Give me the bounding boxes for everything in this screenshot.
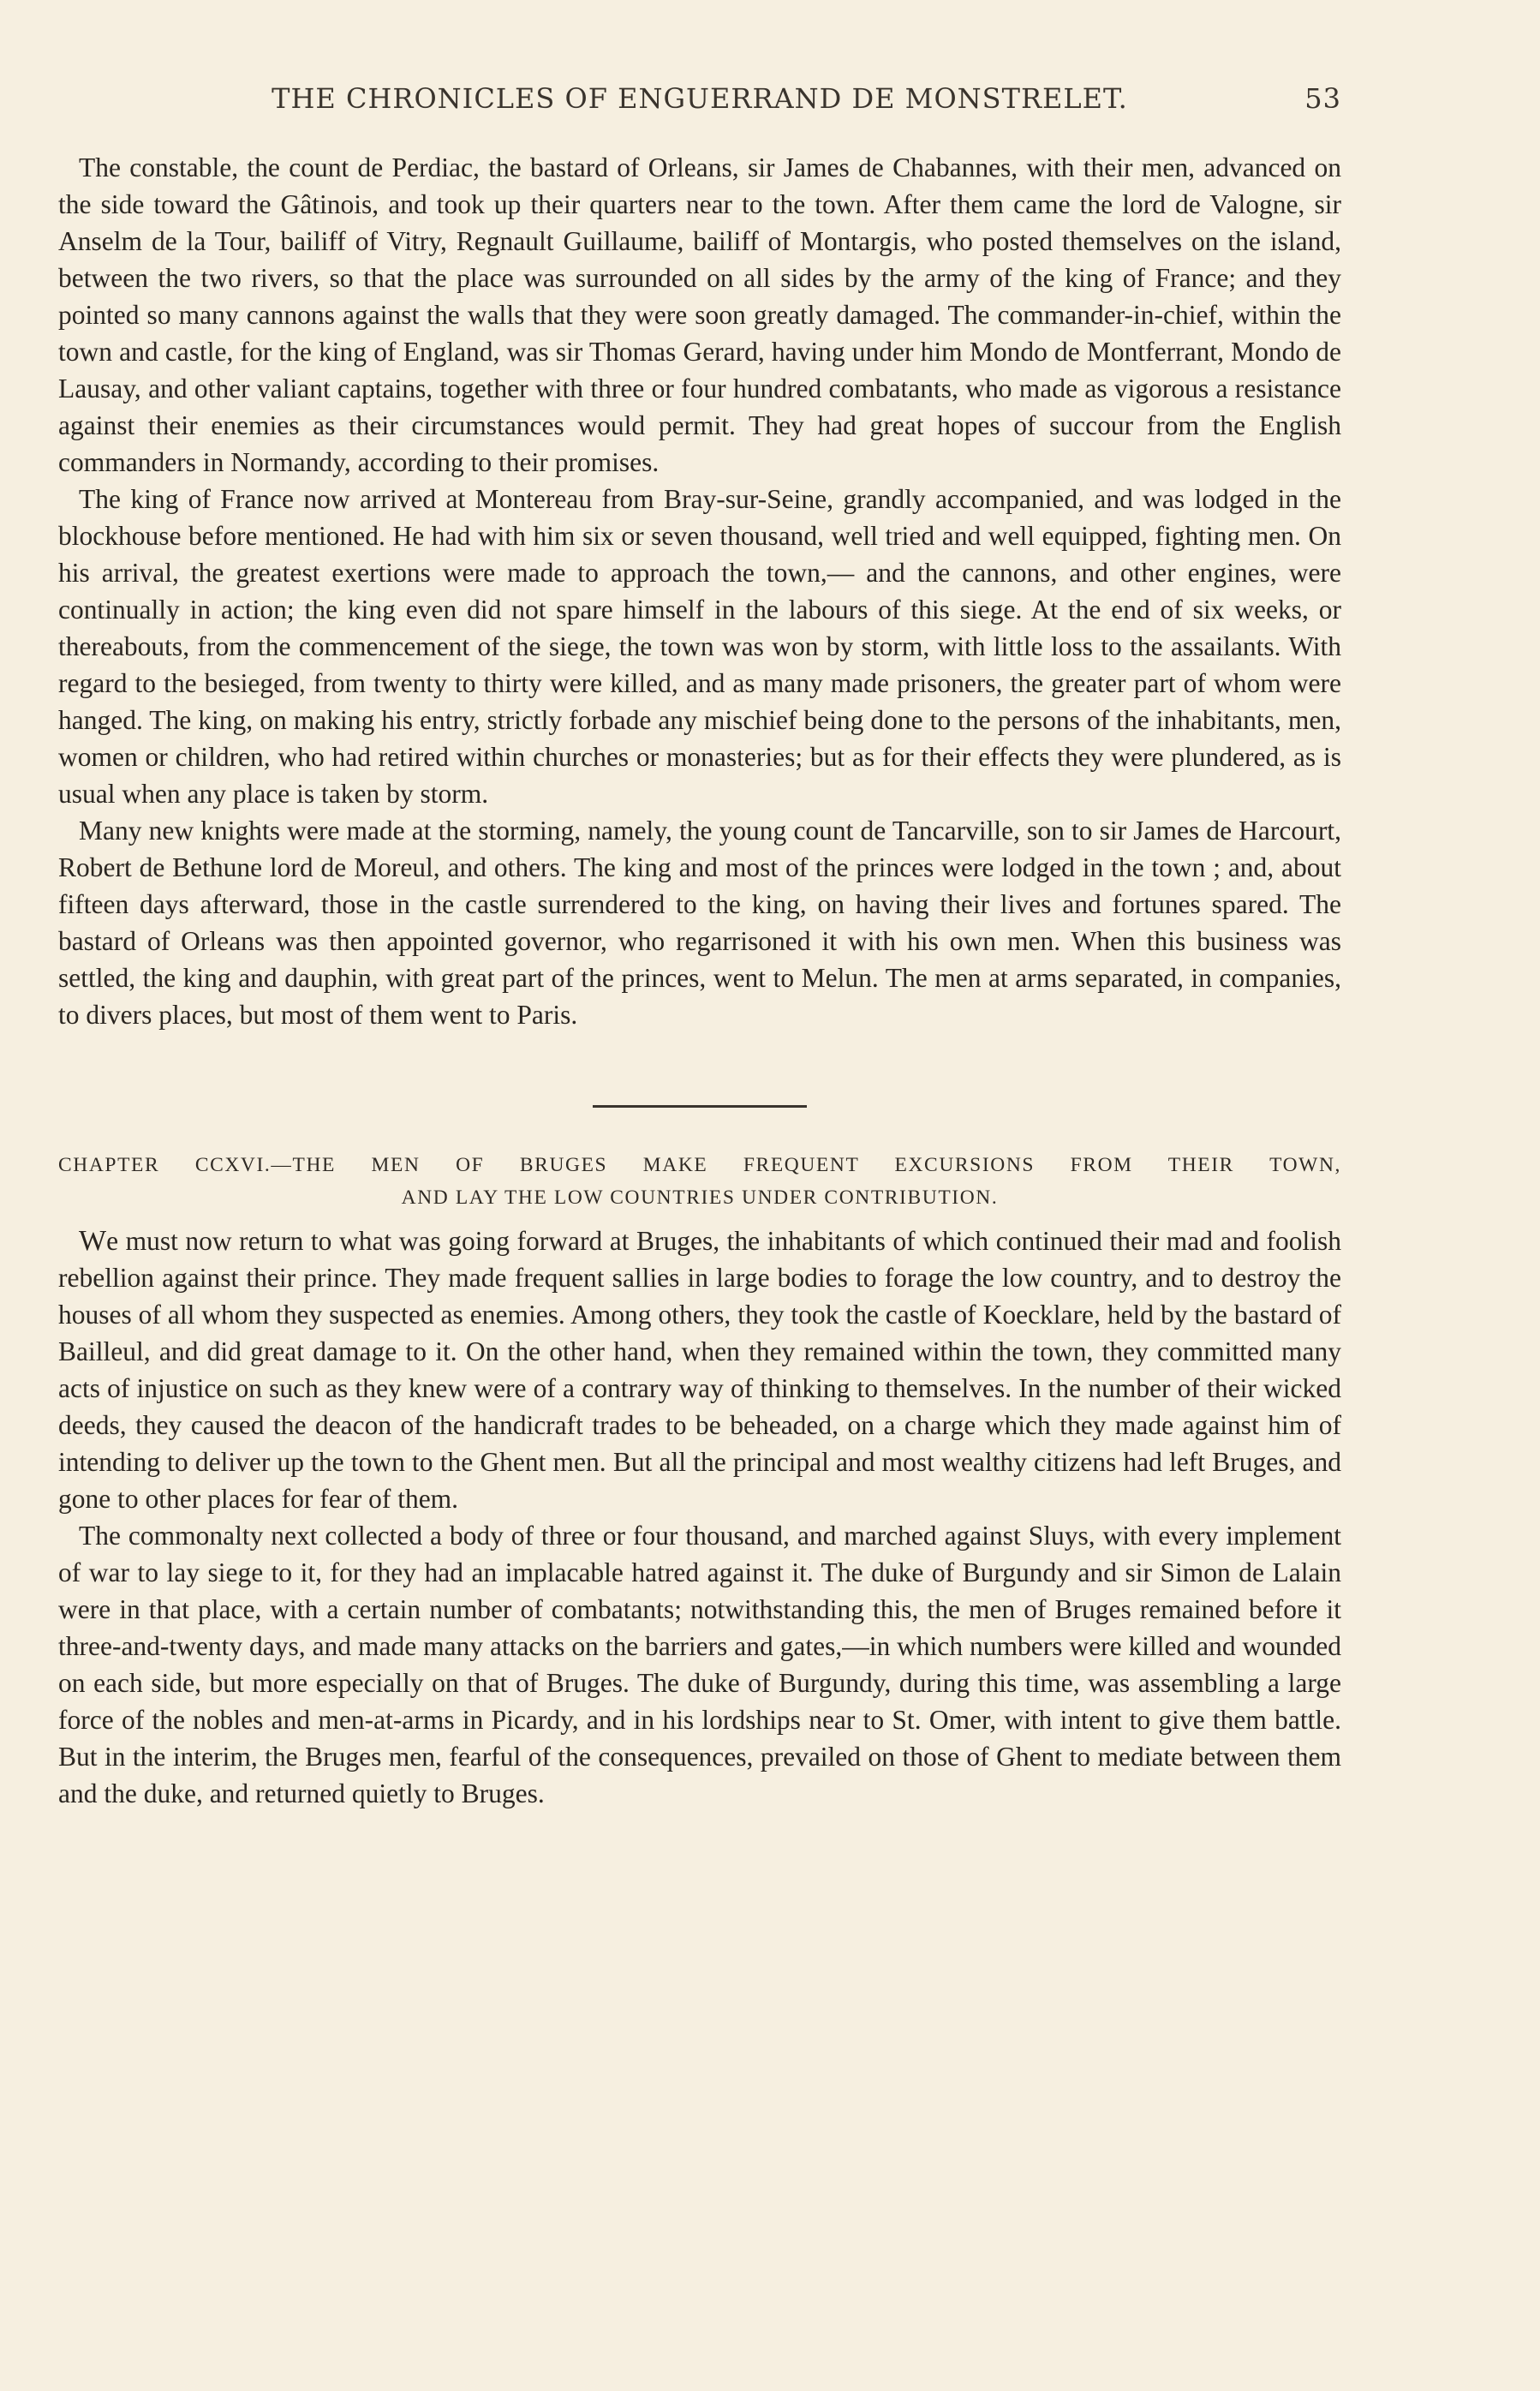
- paragraph: The constable, the count de Perdiac, the bastard of Orleans, sir James de Chabannes, with their men, advanced on the side toward the Gâtinois, and took up their quarters near to the town. After them came the lord de Valogne, sir Anselm de la Tour, bailiff of Vitry, Regnault Guillaume, bailiff of Montargis, who posted themselves on the island, between the two rivers, so that the place was surrounded on all sides by the army of the king of France; and they pointed so many cannons against the walls that they were soon greatly damaged. The commander-in-chief, within the town and castle, for the king of England, was sir Thomas Gerard, having under him Mondo de Montferrant, Mondo de Lausay, and other valiant captains, together with three or four hundred combatants, who made as vigorous a resistance against their enemies as their circumstances would permit. They had great hopes of succour from the English commanders in Normandy, according to their promises.: [58, 152, 1341, 477]
- paragraph: The king of France now arrived at Montereau from Bray-sur-Seine, grandly accompanied, and was lodged in the blockhouse before mentioned. He had with him six or seven thousand, well tried and well equipped, fighting men. On his arrival, the greatest exertions were made to approach the town,— and the cannons, and other engines, were continually in action; the king even did not spare himself in the labours of this siege. At the end of six weeks, or thereabouts, from the commencement of the siege, the town was won by storm, with little loss to the assailants. With regard to the besieged, from twenty to thirty were killed, and as many made prisoners, the greater part of whom were hanged. The king, on making his entry, strictly forbade any mischief being done to the persons of the inhabitants, men, women or children, who had retired within churches or monasteries; but as for their effects they were plundered, as is usual when any place is taken by storm.: [58, 484, 1341, 809]
- paragraph: The commonalty next collected a body of three or four thousand, and marched against Sluys, with every implement of war to lay siege to it, for they had an implacable hatred against it. The duke of Burgundy and sir Simon de Lalain were in that place, with a certain number of combatants; notwithstanding this, the men of Bruges remained before it three-and-twenty days, and made many attacks on the barriers and gates,—in which numbers were killed and wounded on each side, but more especially on that of Bruges. The duke of Burgundy, during this time, was assembling a large force of the nobles and men-at-arms in Picardy, and in his lordships near to St. Omer, with intent to give them battle. But in the interim, the Bruges men, fearful of the consequences, prevailed on those of Ghent to mediate between them and the duke, and returned quietly to Bruges.: [58, 1521, 1341, 1808]
- chapter-separator-rule: [593, 1105, 807, 1108]
- section-continuation: [58, 149, 1341, 1033]
- chapter-heading-line-2: AND LAY THE LOW COUNTRIES UNDER CONTRIBUTION.: [401, 1187, 999, 1209]
- page-number: 53: [1304, 82, 1341, 115]
- chapter-heading-line-1: CHAPTER CCXVI.—THE MEN OF BRUGES MAKE FREQUENT EXCURSIONS FROM THEIR TOWN,: [58, 1154, 1341, 1176]
- book-page: [0, 82, 1540, 2391]
- running-title: THE CHRONICLES OF ENGUERRAND DE MONSTRELET.: [272, 82, 1128, 115]
- paragraph: We must now return to what was going forward at Bruges, the inhabitants of which continued their mad and foolish rebellion against their prince. They made frequent sallies in large bodies to forage the low country, and to destroy the houses of all whom they suspected as enemies. Among others, they took the castle of Koecklare, held by the bastard of Bailleul, and did great damage to it. On the other hand, when they remained within the town, they committed many acts of injustice on such as they knew were of a contrary way of thinking to themselves. In the number of their wicked deeds, they caused the deacon of the handicraft trades to be beheaded, on a charge which they made against him of intending to deliver up the town to the Ghent men. But all the principal and most wealthy citizens had left Bruges, and gone to other places for fear of them.: [58, 1225, 1341, 1514]
- chapter-body: [58, 1222, 1341, 1812]
- paragraph: Many new knights were made at the storming, namely, the young count de Tancarville, son to sir James de Harcourt, Robert de Bethune lord de Moreul, and others. The king and most of the princes were lodged in the town ; and, about fifteen days afterward, those in the castle surrendered to the king, on having their lives and fortunes spared. The bastard of Orleans was then appointed governor, who regarrisoned it with his own men. When this business was settled, the king and dauphin, with great part of the princes, went to Melun. The men at arms separated, in companies, to divers places, but most of them went to Paris.: [58, 816, 1341, 1030]
- chapter-heading: [58, 1149, 1341, 1214]
- running-head: [58, 82, 1341, 142]
